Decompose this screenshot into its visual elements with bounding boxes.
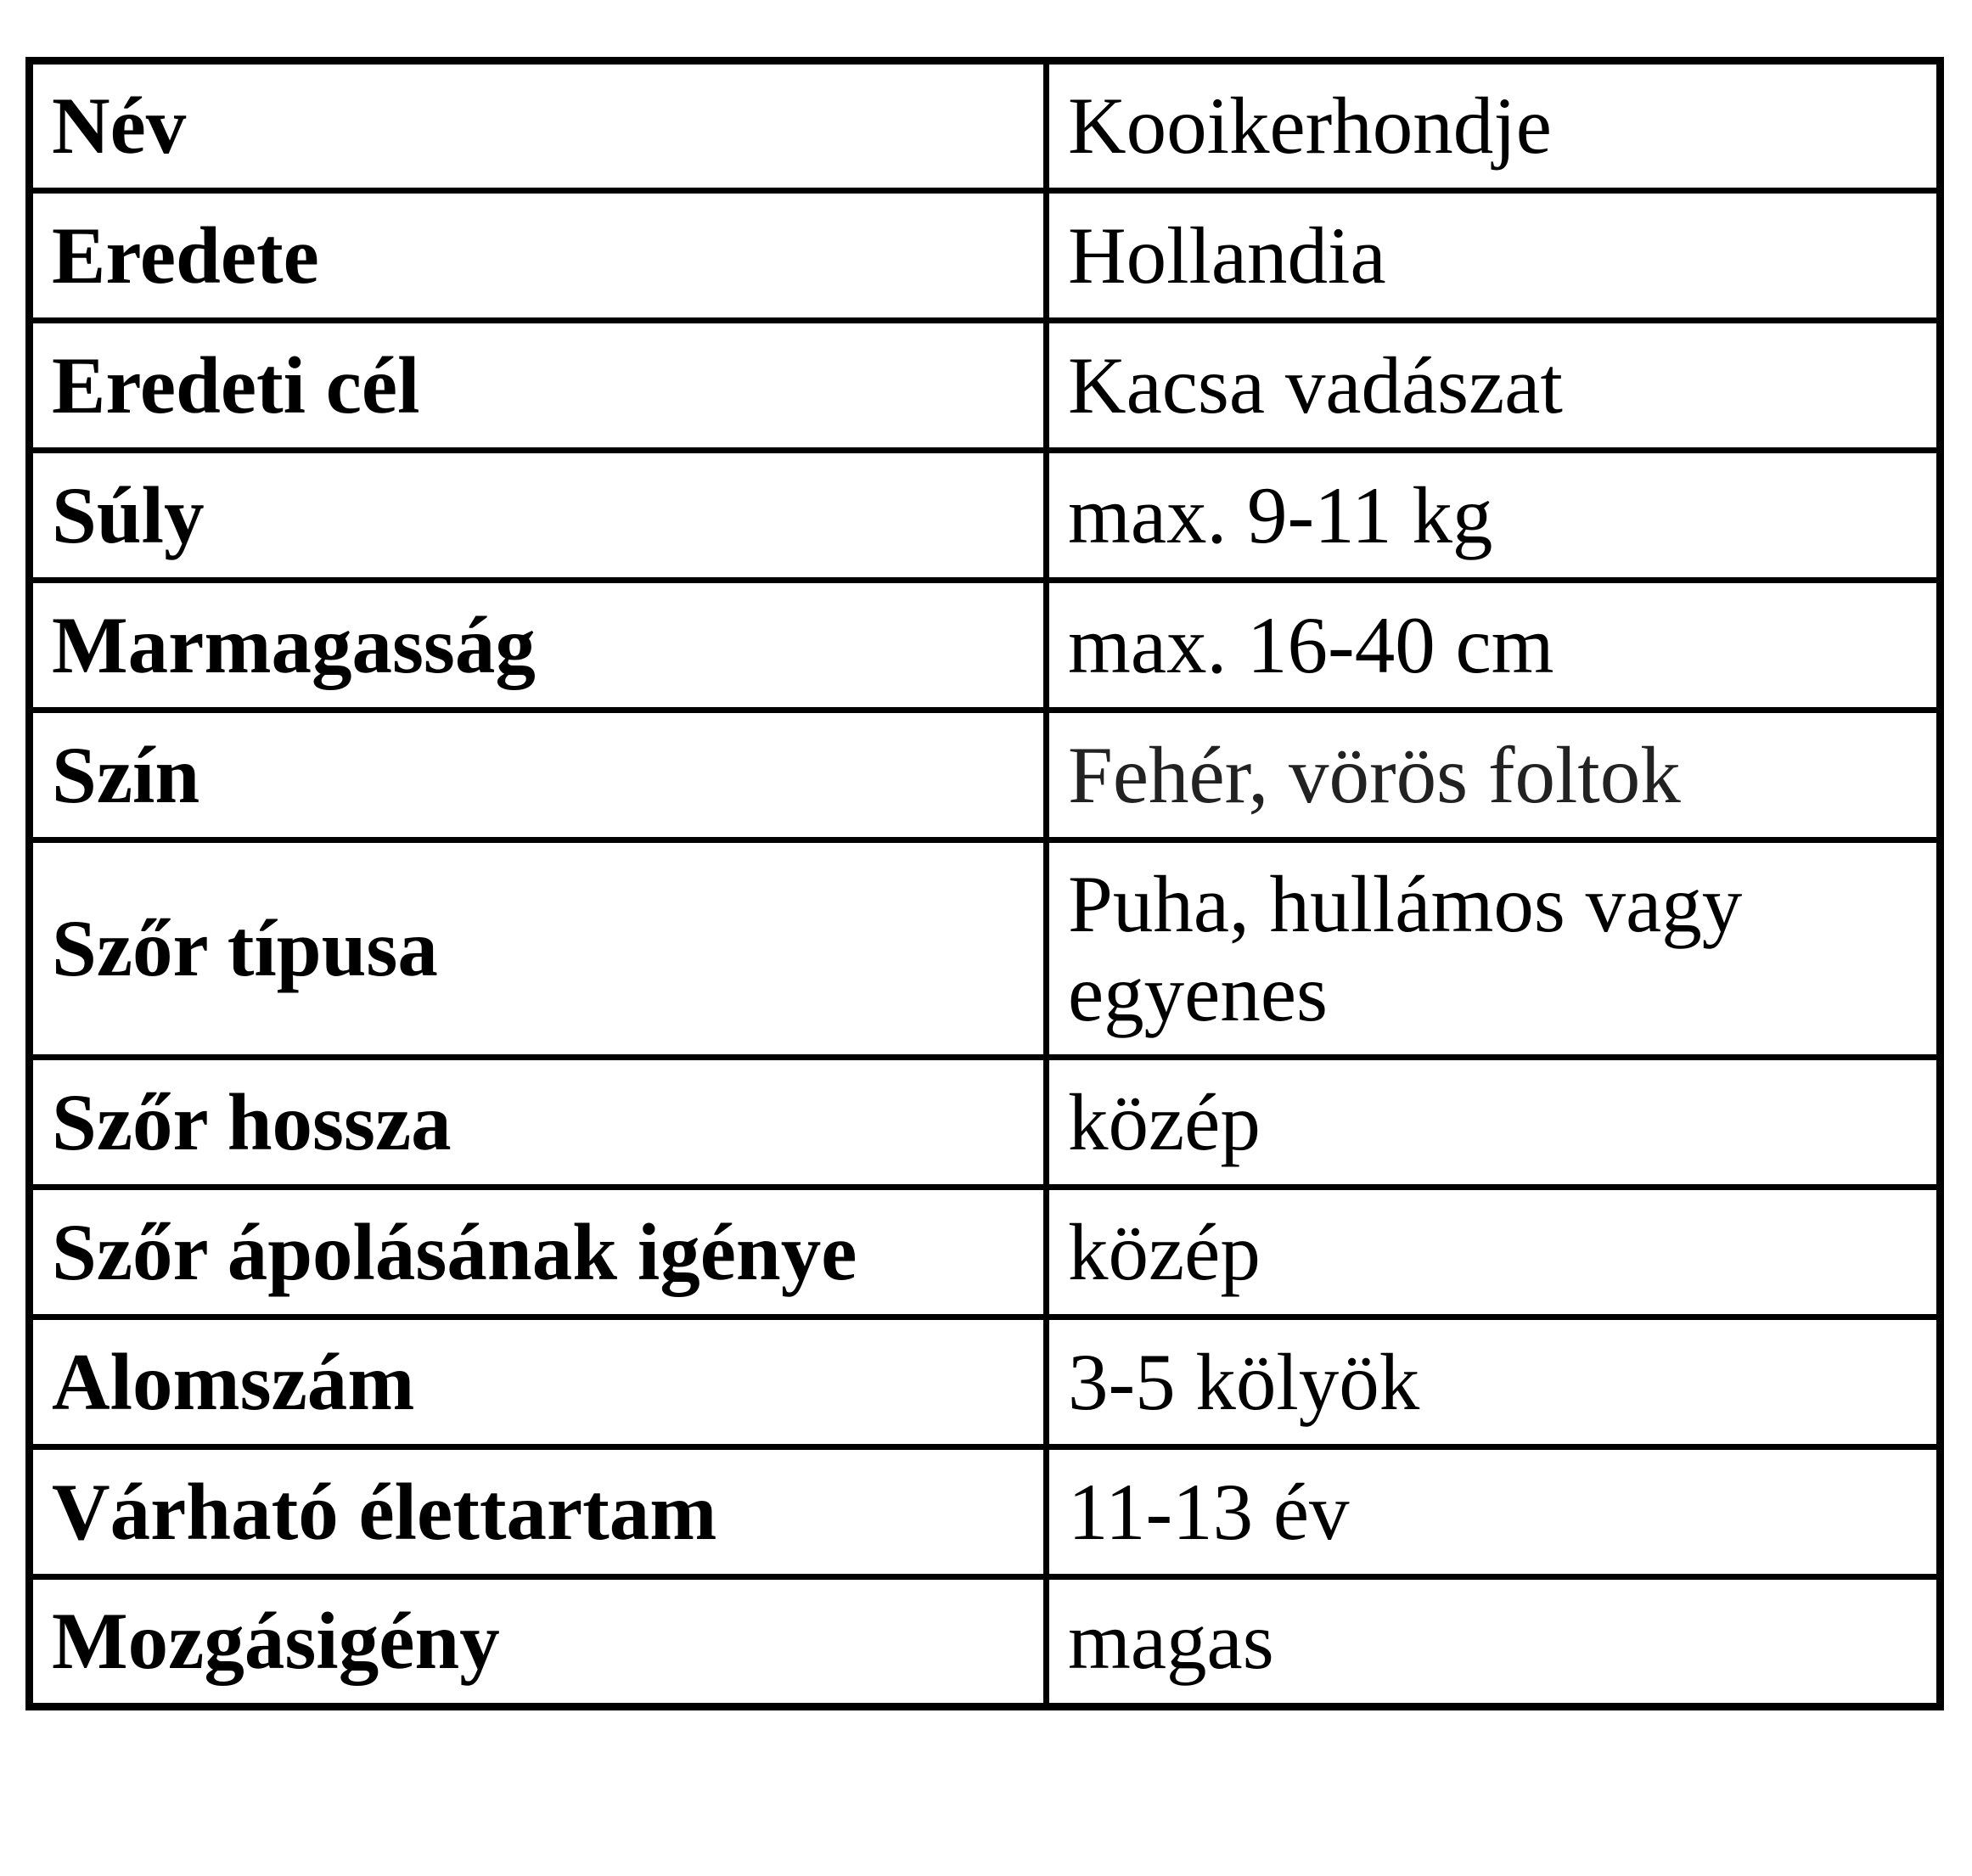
row-label-life-expectancy: Várható élettartam xyxy=(30,1447,1047,1577)
table-row-height xyxy=(30,581,1941,711)
row-value-litter-size: 3-5 kölyök xyxy=(1047,1317,1941,1447)
row-label-name: Név xyxy=(30,61,1047,191)
row-label-exercise-needs: Mozgásigény xyxy=(30,1577,1047,1707)
row-label-origin: Eredete xyxy=(30,191,1047,321)
table-row-origin xyxy=(30,191,1941,321)
table-row-litter-size xyxy=(30,1317,1941,1447)
row-label-grooming-needs: Szőr ápolásának igénye xyxy=(30,1188,1047,1317)
row-value-height: max. 16-40 cm xyxy=(1047,581,1941,711)
table-row-name xyxy=(30,61,1941,191)
row-value-original-purpose: Kacsa vadászat xyxy=(1047,321,1941,451)
row-value-name: Kooikerhondje xyxy=(1047,61,1941,191)
row-value-origin: Hollandia xyxy=(1047,191,1941,321)
row-label-coat-type: Szőr típusa xyxy=(30,840,1047,1058)
table-row-coat-type xyxy=(30,840,1941,1058)
row-label-coat-length: Szőr hossza xyxy=(30,1058,1047,1188)
table-row-exercise-needs xyxy=(30,1577,1941,1707)
row-label-color: Szín xyxy=(30,711,1047,840)
table-row-original-purpose xyxy=(30,321,1941,451)
breed-info-table xyxy=(25,57,1944,1710)
table-row-color xyxy=(30,711,1941,840)
row-value-coat-type: Puha, hullámos vagy egyenes xyxy=(1047,840,1941,1058)
row-value-color: Fehér, vörös foltok xyxy=(1047,711,1941,840)
row-value-exercise-needs: magas xyxy=(1047,1577,1941,1707)
row-value-life-expectancy: 11-13 év xyxy=(1047,1447,1941,1577)
table-row-weight xyxy=(30,451,1941,581)
row-label-original-purpose: Eredeti cél xyxy=(30,321,1047,451)
row-label-litter-size: Alomszám xyxy=(30,1317,1047,1447)
row-label-weight: Súly xyxy=(30,451,1047,581)
table-row-life-expectancy xyxy=(30,1447,1941,1577)
row-value-weight: max. 9-11 kg xyxy=(1047,451,1941,581)
row-label-height: Marmagasság xyxy=(30,581,1047,711)
table-row-coat-length xyxy=(30,1058,1941,1188)
row-value-grooming-needs: közép xyxy=(1047,1188,1941,1317)
table-row-grooming-needs xyxy=(30,1188,1941,1317)
row-value-coat-length: közép xyxy=(1047,1058,1941,1188)
